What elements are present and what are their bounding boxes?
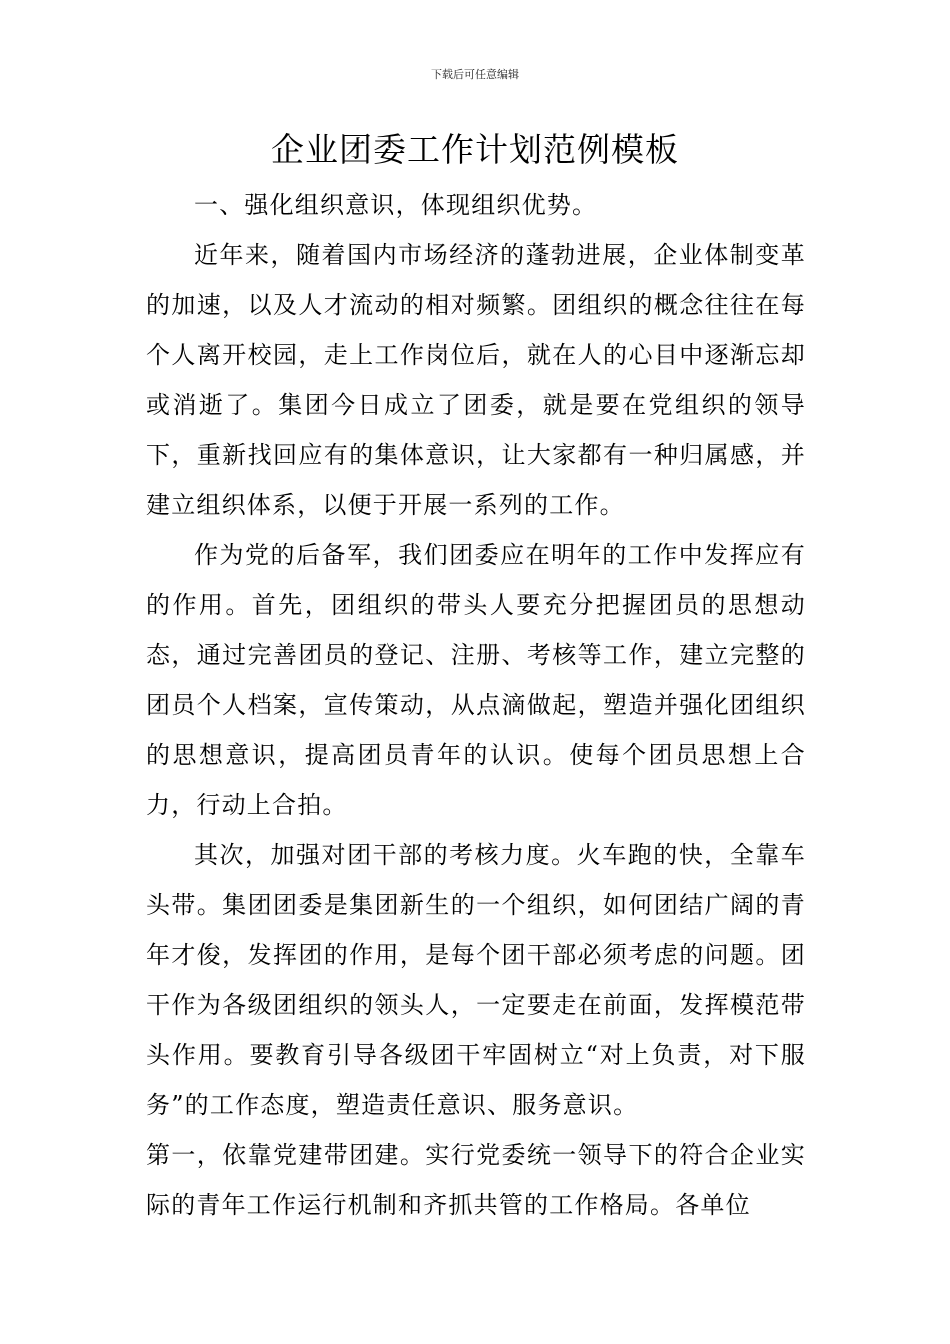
- document-title: 企业团委工作计划范例模板: [271, 130, 679, 169]
- body-paragraph: 作为党的后备军，我们团委应在明年的工作中发挥应有的作用。首先，团组织的带头人要充分把握团员的思想动态，通过完善团员的登记、注册、考核等工作，建立完整的团员个人档案，宣传策动，从点滴做起，塑造并强化团组织的思想意识，提高团员青年的认识。使每个团员思想上合力，行动上合拍。: [146, 541, 806, 819]
- body-paragraph: 第一，依靠党建带团建。实行党委统一领导下的符合企业实际的青年工作运行机制和齐抓共管的工作格局。各单位: [146, 1141, 806, 1219]
- section-heading: 一、强化组织意识，体现组织优势。: [194, 191, 598, 219]
- body-paragraph: 近年来，随着国内市场经济的蓬勃进展，企业体制变革的加速，以及人才流动的相对频繁。团组织的概念往往在每个人离开校园，走上工作岗位后，就在人的心目中逐渐忘却或消逝了。集团今日成立了团委，就是要在党组织的领导下，重新找回应有的集体意识，让大家都有一种归属感，并建立组织体系，以便于开展一系列的工作。: [146, 241, 806, 519]
- body-paragraph: 其次，加强对团干部的考核力度。火车跑的快，全靠车头带。集团团委是集团新生的一个组织，如何团结广阔的青年才俊，发挥团的作用，是每个团干部必须考虑的问题。团干作为各级团组织的领头人，一定要走在前面，发挥模范带头作用。要教育引导各级团干牢固树立“对上负责，对下服务”的工作态度，塑造责任意识、服务意识。: [146, 841, 806, 1119]
- header-note: 下载后可任意编辑: [431, 68, 519, 81]
- document-body: [146, 180, 806, 1230]
